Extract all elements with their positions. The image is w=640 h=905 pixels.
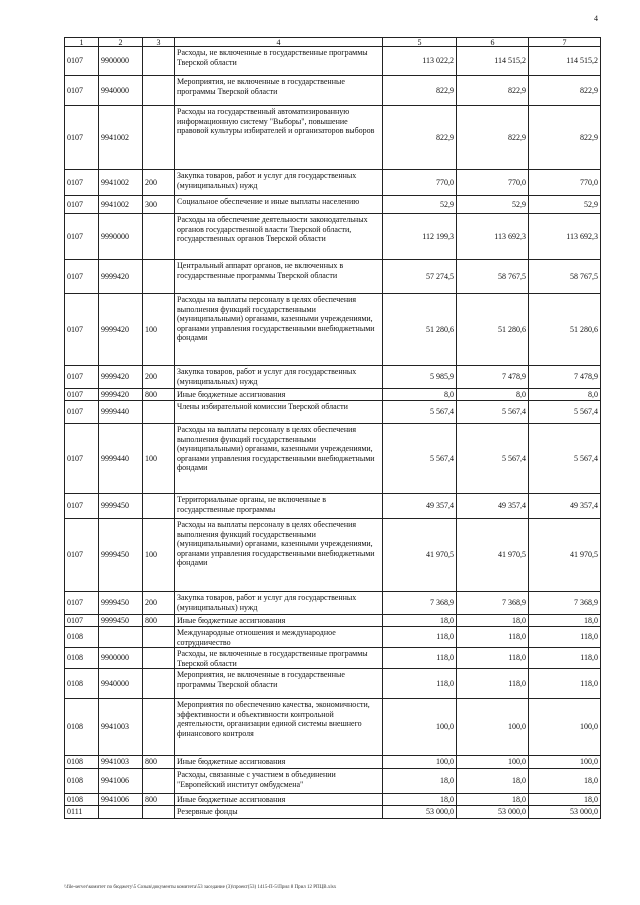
amount-cell-6: 113 692,3 [457,214,529,260]
amount-cell-7: 7 478,9 [529,366,601,389]
budget-table [64,37,601,819]
table-row [65,519,601,592]
amount-cell-5: 113 022,2 [383,47,457,76]
description-cell: Территориальные органы, не включенные в государственные программы [175,494,383,519]
amount-cell-6: 822,9 [457,76,529,106]
target-code-cell: 9941002 [99,106,143,170]
page-number: 4 [594,14,598,23]
section-code-cell: 0107 [65,424,99,494]
target-code-cell: 9999420 [99,389,143,401]
target-code-cell: 9940000 [99,76,143,106]
amount-cell-7: 52,9 [529,196,601,214]
expense-type-cell [143,669,175,699]
section-code-cell: 0107 [65,260,99,294]
amount-cell-6: 118,0 [457,627,529,648]
expense-type-cell [143,769,175,794]
amount-cell-5: 5 567,4 [383,424,457,494]
amount-cell-7: 118,0 [529,627,601,648]
target-code-cell: 9999440 [99,401,143,424]
header-cell: 1 [65,38,99,47]
table-row [65,47,601,76]
amount-cell-7: 8,0 [529,389,601,401]
description-cell: Расходы, не включенные в государственные программы Тверской области [175,47,383,76]
table-row [65,214,601,260]
amount-cell-6: 5 567,4 [457,424,529,494]
section-code-cell: 0108 [65,756,99,769]
expense-type-cell [143,76,175,106]
expense-type-cell: 100 [143,519,175,592]
target-code-cell: 9999450 [99,494,143,519]
expense-type-cell: 800 [143,794,175,806]
amount-cell-5: 770,0 [383,170,457,196]
amount-cell-5: 18,0 [383,615,457,627]
amount-cell-6: 118,0 [457,669,529,699]
target-code-cell: 9999450 [99,519,143,592]
table-body [65,47,601,819]
amount-cell-5: 822,9 [383,76,457,106]
amount-cell-5: 18,0 [383,794,457,806]
description-cell: Закупка товаров, работ и услуг для государственных (муниципальных) нужд [175,592,383,615]
table-row [65,648,601,669]
amount-cell-6: 770,0 [457,170,529,196]
section-code-cell: 0107 [65,494,99,519]
description-cell: Расходы на выплаты персоналу в целях обеспечения выполнения функций государственными (муниципальными) органами, казенными учреждениями, органами управления государственными внебюджетными фондами [175,294,383,366]
description-cell: Расходы на обеспечение деятельности законодательных органов государственной власти Тверской области, государственных органов Тверской области [175,214,383,260]
amount-cell-5: 7 368,9 [383,592,457,615]
expense-type-cell [143,627,175,648]
target-code-cell: 9999420 [99,294,143,366]
target-code-cell: 9941003 [99,756,143,769]
amount-cell-6: 100,0 [457,756,529,769]
amount-cell-7: 118,0 [529,648,601,669]
amount-cell-6: 7 368,9 [457,592,529,615]
section-code-cell: 0107 [65,76,99,106]
section-code-cell: 0107 [65,47,99,76]
table-row [65,196,601,214]
amount-cell-6: 100,0 [457,699,529,756]
expense-type-cell: 300 [143,196,175,214]
header-cell: 4 [175,38,383,47]
amount-cell-7: 114 515,2 [529,47,601,76]
table-row [65,260,601,294]
amount-cell-7: 18,0 [529,769,601,794]
amount-cell-5: 18,0 [383,769,457,794]
amount-cell-7: 18,0 [529,615,601,627]
expense-type-cell: 800 [143,389,175,401]
amount-cell-5: 53 000,0 [383,806,457,819]
amount-cell-5: 118,0 [383,648,457,669]
target-code-cell: 9900000 [99,47,143,76]
section-code-cell: 0107 [65,214,99,260]
table-row [65,389,601,401]
amount-cell-6: 52,9 [457,196,529,214]
header-cell: 6 [457,38,529,47]
expense-type-cell [143,494,175,519]
expense-type-cell: 200 [143,592,175,615]
amount-cell-6: 7 478,9 [457,366,529,389]
table-row [65,366,601,389]
table-row [65,794,601,806]
amount-cell-7: 5 567,4 [529,424,601,494]
amount-cell-7: 49 357,4 [529,494,601,519]
amount-cell-7: 5 567,4 [529,401,601,424]
description-cell: Расходы на государственный автоматизированную информационную систему "Выборы", повышение правовой культуры избирателей и организаторов выборов [175,106,383,170]
table-row [65,615,601,627]
description-cell: Мероприятия, не включенные в государственные программы Тверской области [175,76,383,106]
table-row [65,592,601,615]
amount-cell-6: 118,0 [457,648,529,669]
table-row [65,756,601,769]
amount-cell-5: 51 280,6 [383,294,457,366]
target-code-cell: 9990000 [99,214,143,260]
section-code-cell: 0108 [65,769,99,794]
section-code-cell: 0107 [65,294,99,366]
amount-cell-6: 5 567,4 [457,401,529,424]
target-code-cell: 9941006 [99,794,143,806]
section-code-cell: 0107 [65,615,99,627]
target-code-cell [99,627,143,648]
section-code-cell: 0108 [65,669,99,699]
section-code-cell: 0107 [65,170,99,196]
amount-cell-6: 53 000,0 [457,806,529,819]
amount-cell-5: 118,0 [383,627,457,648]
amount-cell-7: 51 280,6 [529,294,601,366]
header-cell: 3 [143,38,175,47]
amount-cell-7: 822,9 [529,106,601,170]
description-cell: Расходы на выплаты персоналу в целях обеспечения выполнения функций государственными (муниципальными) органами, казенными учреждениями, органами управления государственными внебюджетными фондами [175,519,383,592]
amount-cell-6: 41 970,5 [457,519,529,592]
target-code-cell [99,806,143,819]
description-cell: Иные бюджетные ассигнования [175,615,383,627]
expense-type-cell [143,260,175,294]
amount-cell-5: 5 567,4 [383,401,457,424]
table-row [65,806,601,819]
amount-cell-7: 18,0 [529,794,601,806]
amount-cell-5: 100,0 [383,699,457,756]
header-cell: 5 [383,38,457,47]
description-cell: Центральный аппарат органов, не включенных в государственные программы Тверской области [175,260,383,294]
amount-cell-6: 49 357,4 [457,494,529,519]
table-row [65,170,601,196]
amount-cell-7: 100,0 [529,756,601,769]
description-cell: Иные бюджетные ассигнования [175,794,383,806]
target-code-cell: 9941003 [99,699,143,756]
section-code-cell: 0107 [65,389,99,401]
target-code-cell: 9999420 [99,260,143,294]
target-code-cell: 9999450 [99,615,143,627]
table-row [65,294,601,366]
amount-cell-5: 8,0 [383,389,457,401]
section-code-cell: 0108 [65,794,99,806]
amount-cell-7: 118,0 [529,669,601,699]
description-cell: Расходы, не включенные в государственные программы Тверской области [175,648,383,669]
table-row [65,76,601,106]
amount-cell-6: 58 767,5 [457,260,529,294]
section-code-cell: 0107 [65,366,99,389]
amount-cell-6: 822,9 [457,106,529,170]
description-cell: Мероприятия, не включенные в государственные программы Тверской области [175,669,383,699]
section-code-cell: 0111 [65,806,99,819]
header-cell: 2 [99,38,143,47]
expense-type-cell: 200 [143,366,175,389]
amount-cell-5: 118,0 [383,669,457,699]
description-cell: Члены избирательной комиссии Тверской области [175,401,383,424]
amount-cell-7: 100,0 [529,699,601,756]
table-row [65,494,601,519]
amount-cell-5: 57 274,5 [383,260,457,294]
amount-cell-5: 52,9 [383,196,457,214]
section-code-cell: 0108 [65,627,99,648]
description-cell: Закупка товаров, работ и услуг для государственных (муниципальных) нужд [175,170,383,196]
section-code-cell: 0107 [65,401,99,424]
file-path-footer: \\file-server\комитет по бюджету\5 Созыв\документы комитета\53 заседание (3)\проект(53) 1415-П-5\Прил 8 Прил 12 РПЦВ.xlsx [64,885,337,890]
expense-type-cell [143,47,175,76]
description-cell: Резервные фонды [175,806,383,819]
amount-cell-6: 18,0 [457,615,529,627]
expense-type-cell: 100 [143,424,175,494]
target-code-cell: 9941006 [99,769,143,794]
description-cell: Закупка товаров, работ и услуг для государственных (муниципальных) нужд [175,366,383,389]
amount-cell-6: 18,0 [457,769,529,794]
amount-cell-5: 49 357,4 [383,494,457,519]
description-cell: Социальное обеспечение и иные выплаты населению [175,196,383,214]
table-row [65,424,601,494]
description-cell: Иные бюджетные ассигнования [175,389,383,401]
amount-cell-7: 770,0 [529,170,601,196]
expense-type-cell: 800 [143,756,175,769]
section-code-cell: 0107 [65,592,99,615]
amount-cell-7: 41 970,5 [529,519,601,592]
amount-cell-5: 100,0 [383,756,457,769]
amount-cell-7: 113 692,3 [529,214,601,260]
table-row [65,106,601,170]
description-cell: Расходы, связанные с участием в объединении "Европейский институт омбудсмена" [175,769,383,794]
target-code-cell: 9999450 [99,592,143,615]
table-row [65,627,601,648]
description-cell: Расходы на выплаты персоналу в целях обеспечения выполнения функций государственными (муниципальными) органами, казенными учреждениями, органами управления государственными внебюджетными фондами [175,424,383,494]
table-row [65,769,601,794]
section-code-cell: 0107 [65,106,99,170]
amount-cell-6: 8,0 [457,389,529,401]
target-code-cell: 9941002 [99,170,143,196]
target-code-cell: 9999440 [99,424,143,494]
expense-type-cell: 100 [143,294,175,366]
description-cell: Международные отношения и международное сотрудничество [175,627,383,648]
table-row [65,669,601,699]
expense-type-cell [143,106,175,170]
target-code-cell: 9900000 [99,648,143,669]
expense-type-cell [143,648,175,669]
amount-cell-7: 53 000,0 [529,806,601,819]
amount-cell-5: 822,9 [383,106,457,170]
amount-cell-7: 7 368,9 [529,592,601,615]
amount-cell-7: 58 767,5 [529,260,601,294]
section-code-cell: 0107 [65,196,99,214]
amount-cell-7: 822,9 [529,76,601,106]
expense-type-cell [143,214,175,260]
target-code-cell: 9999420 [99,366,143,389]
amount-cell-6: 18,0 [457,794,529,806]
expense-type-cell [143,699,175,756]
description-cell: Мероприятия по обеспечению качества, экономичности, эффективности и объективности контрольной деятельности, организации единой системы внешнего финансового контроля [175,699,383,756]
description-cell: Иные бюджетные ассигнования [175,756,383,769]
section-code-cell: 0107 [65,519,99,592]
header-cell: 7 [529,38,601,47]
table-row [65,401,601,424]
expense-type-cell [143,806,175,819]
target-code-cell: 9940000 [99,669,143,699]
section-code-cell: 0108 [65,648,99,669]
expense-type-cell [143,401,175,424]
expense-type-cell: 800 [143,615,175,627]
amount-cell-6: 51 280,6 [457,294,529,366]
table-row [65,699,601,756]
target-code-cell: 9941002 [99,196,143,214]
amount-cell-5: 5 985,9 [383,366,457,389]
amount-cell-6: 114 515,2 [457,47,529,76]
header-row [65,38,601,47]
expense-type-cell: 200 [143,170,175,196]
amount-cell-5: 112 199,3 [383,214,457,260]
amount-cell-5: 41 970,5 [383,519,457,592]
section-code-cell: 0108 [65,699,99,756]
